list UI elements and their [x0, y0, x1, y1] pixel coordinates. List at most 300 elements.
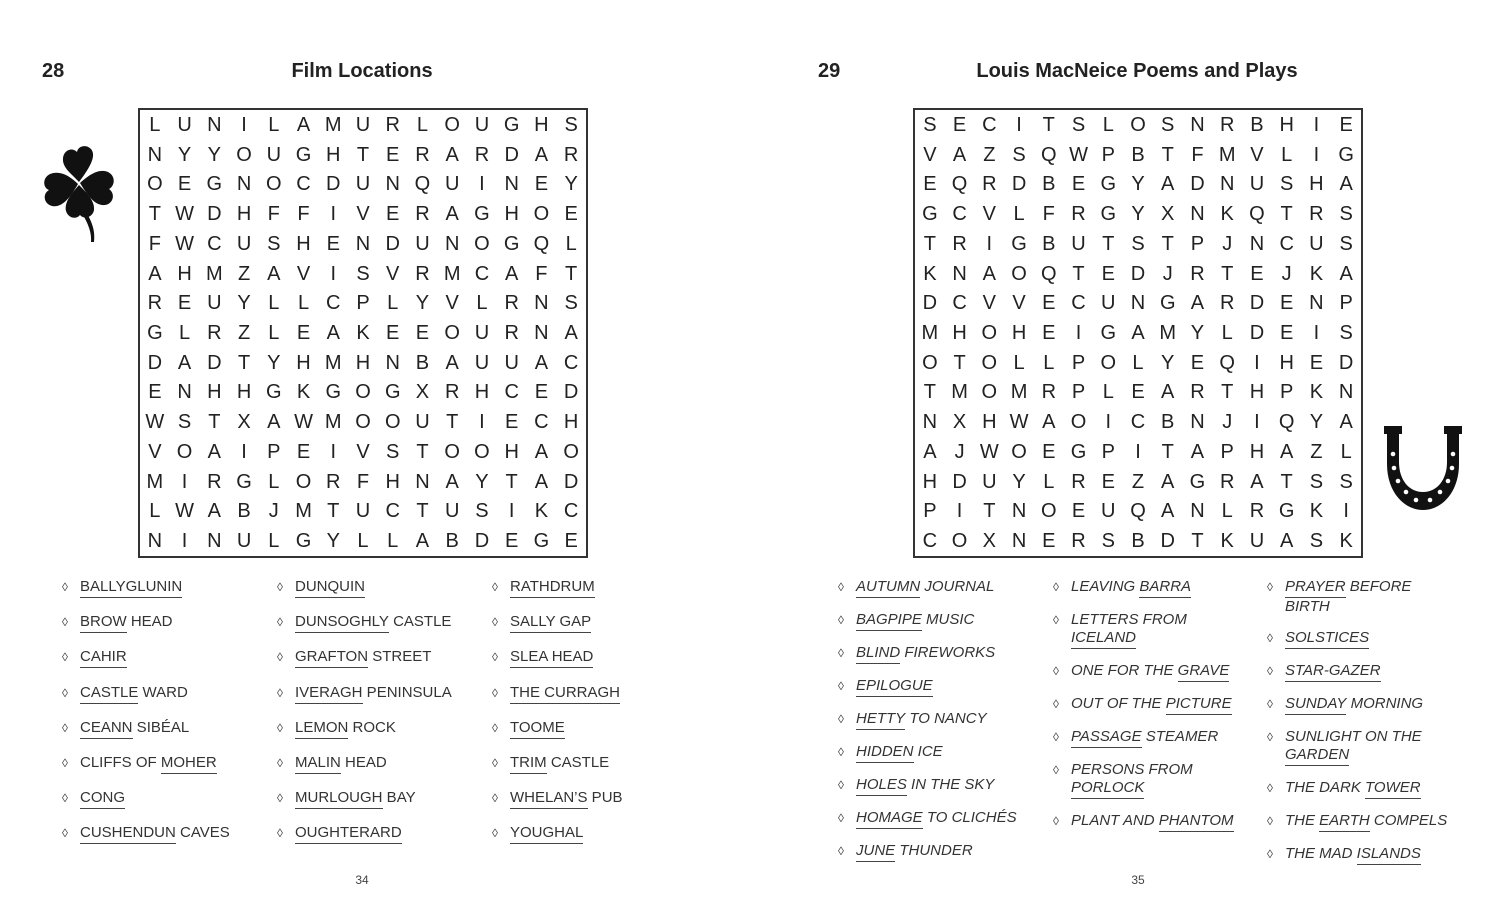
grid-letter: S [267, 232, 281, 255]
grid-letter: K [1309, 500, 1324, 523]
grid-letter: P [1190, 232, 1205, 255]
grid-letter: H [326, 143, 341, 166]
grid-letter: G [1070, 440, 1087, 463]
word-text [1285, 812, 1447, 832]
grid-letter: T [923, 232, 936, 255]
word-list-item [838, 710, 1053, 730]
diamond-bullet-icon: ◊ [1267, 781, 1273, 795]
word-prefix: PERSONS FROM [1071, 761, 1193, 778]
grid-letter: S [1101, 530, 1115, 553]
grid-letter: H [1249, 381, 1265, 404]
grid-letter: L [1281, 143, 1293, 166]
word-suffix: PUB [587, 789, 623, 807]
word-text [1071, 662, 1229, 682]
grid-letter: A [1161, 470, 1175, 493]
highlighted-word: MALIN [295, 754, 341, 774]
grid-letter: T [1221, 262, 1234, 285]
grid-letter: N [177, 381, 192, 404]
grid-letter: E [1042, 440, 1056, 463]
grid-letter: F [297, 203, 310, 226]
grid-letter: V [148, 440, 162, 463]
grid-letter: B [1042, 232, 1056, 255]
grid-letter: T [1221, 381, 1234, 404]
grid-letter: P [1071, 381, 1086, 404]
grid-letter: S [1309, 470, 1324, 493]
grid-letter: D [563, 470, 579, 493]
grid-letter: O [951, 530, 968, 553]
grid-letter: B [1131, 143, 1145, 166]
grid-letter: X [415, 381, 430, 404]
word-list-item [1053, 611, 1267, 649]
word-list-item [62, 578, 277, 613]
grid-letter: L [387, 530, 399, 553]
puzzle-number: 28 [42, 60, 65, 82]
highlighted-word: JUNE [856, 842, 895, 862]
grid-letter: R [563, 143, 579, 166]
grid-letter: S [475, 500, 489, 523]
grid-letter: G [1100, 321, 1117, 344]
grid-letter: M [205, 262, 223, 285]
grid-letter: O [563, 440, 579, 463]
word-list-item [492, 648, 707, 683]
diamond-bullet-icon: ◊ [277, 615, 283, 630]
highlighted-word: DUNSOGHLY [295, 613, 389, 633]
word-text [295, 684, 452, 704]
grid-letter: C [922, 530, 938, 553]
grid-letter: E [504, 530, 519, 553]
grid-letter: N [207, 530, 222, 553]
grid-letter: L [1102, 113, 1114, 136]
grid-letter: Q [414, 173, 431, 196]
grid-letter: W [979, 440, 999, 463]
grid-letter: U [1101, 292, 1116, 315]
grid-letter: I [330, 262, 337, 285]
grid-letter: F [356, 470, 370, 493]
grid-letter: P [267, 440, 281, 463]
grid-letter: O [266, 173, 282, 196]
grid-letter: R [1219, 113, 1235, 136]
word-prefix: CLIFFS OF [80, 753, 161, 771]
grid-letter: A [1339, 411, 1353, 434]
grid-letter: Y [475, 470, 489, 493]
grid-letter: J [1222, 411, 1233, 434]
word-prefix: THE [1285, 812, 1320, 829]
word-text [510, 578, 595, 598]
grid-letter: A [445, 203, 459, 226]
highlighted-word: CASTLE [80, 684, 138, 704]
grid-letter: N [1309, 292, 1324, 315]
grid-letter: Y [1131, 203, 1145, 226]
grid-letter: G [1189, 470, 1206, 493]
grid-letter: Y [1309, 411, 1324, 434]
highlighted-word: THE CURRAGH [510, 684, 620, 704]
grid-letter: I [1254, 351, 1260, 374]
word-suffix: TO CLICHÉS [922, 809, 1017, 826]
grid-letter: P [1101, 440, 1115, 463]
grid-letter: E [1042, 292, 1056, 315]
diamond-bullet-icon: ◊ [62, 580, 68, 594]
grid-letter: K [1220, 530, 1234, 553]
grid-letter: G [1011, 232, 1027, 255]
word-prefix: LEAVING [1071, 578, 1140, 595]
grid-letter: D [922, 292, 938, 315]
grid-letter: U [355, 113, 371, 136]
grid-letter: D [474, 530, 490, 553]
grid-letter: I [1075, 321, 1082, 344]
grid-letter: T [1280, 203, 1293, 226]
grid-letter: Z [1310, 440, 1323, 463]
word-text [510, 824, 583, 844]
grid-letter: M [324, 411, 342, 434]
grid-letter: I [1343, 500, 1349, 523]
word-list-item [838, 776, 1053, 796]
word-suffix: IN THE SKY [906, 776, 995, 793]
word-text [856, 644, 995, 664]
diamond-bullet-icon: ◊ [1053, 814, 1059, 828]
grid-letter: F [148, 232, 161, 255]
highlighted-word: SUNDAY [1285, 695, 1346, 715]
grid-letter: K [1339, 530, 1353, 553]
grid-letter: S [177, 411, 192, 434]
grid-letter: W [1069, 143, 1088, 166]
word-text [80, 684, 188, 704]
diamond-bullet-icon: ◊ [838, 580, 844, 594]
grid-letter: A [415, 530, 430, 553]
grid-letter: E [564, 530, 578, 553]
word-suffix: THUNDER [895, 842, 973, 859]
diamond-bullet-icon: ◊ [1267, 730, 1273, 744]
grid-letter: S [1279, 173, 1294, 196]
word-column [492, 578, 707, 860]
grid-letter: N [147, 143, 163, 166]
grid-letter: W [175, 500, 195, 523]
diamond-bullet-icon: ◊ [492, 720, 498, 735]
word-text [856, 710, 987, 730]
highlighted-word: PRAYER [1285, 578, 1346, 598]
grid-letter: R [415, 262, 430, 285]
word-list-item [838, 743, 1053, 763]
grid-letter: E [326, 232, 340, 255]
grid-letter: O [1100, 351, 1117, 374]
grid-letter: P [1220, 440, 1234, 463]
word-list-item [277, 613, 492, 648]
grid-letter: S [1161, 113, 1175, 136]
grid-letter: C [563, 351, 579, 374]
grid-letter: H [952, 321, 967, 344]
grid-letter: E [177, 292, 192, 315]
grid-letter: O [1011, 262, 1027, 285]
grid-letter: G [474, 203, 490, 226]
grid-letter: M [921, 321, 939, 344]
grid-letter: E [296, 321, 311, 344]
grid-letter: E [415, 321, 430, 344]
grid-letter: M [324, 113, 342, 136]
grid-letter: U [355, 173, 371, 196]
page-number: 34 [355, 873, 369, 887]
grid-letter: G [1159, 292, 1176, 315]
grid-letter: S [564, 292, 578, 315]
grid-letter: L [416, 113, 429, 136]
word-suffix: STEAMER [1141, 728, 1219, 745]
grid-letter: T [237, 351, 251, 374]
word-list-item [1053, 761, 1267, 799]
grid-letter: R [952, 232, 967, 255]
grid-letter: R [1219, 470, 1235, 493]
grid-letter: U [1071, 232, 1086, 255]
grid-letter: R [1190, 262, 1205, 285]
grid-letter: O [147, 173, 163, 196]
grid-letter: S [1012, 143, 1026, 166]
grid-letter: E [1309, 351, 1324, 374]
grid-letter: E [1042, 530, 1056, 553]
grid-letter: N [444, 232, 460, 255]
word-list-item [1053, 695, 1267, 715]
word-list-item [62, 613, 277, 648]
grid-letter: O [981, 351, 998, 374]
grid-letter: X [1161, 203, 1175, 226]
word-search-grid [138, 108, 588, 558]
word-suffix: TO NANCY [905, 710, 987, 727]
grid-letter: Q [1041, 262, 1057, 285]
grid-letter: I [956, 500, 963, 523]
word-text [80, 824, 230, 844]
word-text [856, 578, 994, 598]
grid-letter: A [207, 500, 221, 523]
highlighted-word: GARDEN [1285, 746, 1349, 766]
grid-letter: K [923, 262, 937, 285]
diamond-bullet-icon: ◊ [277, 650, 283, 665]
grid-letter: D [1249, 321, 1265, 344]
grid-letter: U [474, 351, 490, 374]
word-list-item [1053, 812, 1267, 832]
word-list-item [492, 789, 707, 824]
diamond-bullet-icon: ◊ [1053, 580, 1059, 594]
highlighted-word: DUNQUIN [295, 578, 365, 598]
word-text [1071, 761, 1193, 799]
grid-letter: T [1161, 232, 1174, 255]
grid-letter: T [327, 500, 340, 523]
grid-letter: O [355, 381, 371, 404]
diamond-bullet-icon: ◊ [1267, 580, 1273, 594]
word-text [1071, 695, 1232, 715]
word-text [295, 613, 451, 633]
grid-letter: I [181, 470, 188, 493]
diamond-bullet-icon: ◊ [492, 791, 498, 806]
grid-letter: U [444, 500, 460, 523]
grid-letter: A [267, 411, 281, 434]
grid-letter: B [445, 530, 459, 553]
word-suffix: STREET [368, 648, 432, 666]
word-list-item [1053, 728, 1267, 748]
grid-letter: N [1190, 411, 1205, 434]
grid-letter: H [355, 351, 371, 374]
grid-letter: M [324, 351, 342, 374]
grid-letter: C [1130, 411, 1146, 434]
word-suffix: ROCK [348, 718, 396, 736]
word-column [1267, 578, 1457, 878]
grid-letter: G [922, 203, 938, 226]
word-list-item [1267, 728, 1457, 766]
grid-letter: U [177, 113, 192, 136]
grid-letter: X [982, 530, 996, 553]
word-prefix: OUT OF THE [1071, 695, 1166, 712]
grid-letter: Z [237, 321, 251, 344]
grid-letter: E [1339, 113, 1353, 136]
grid-letter: T [1102, 232, 1115, 255]
grid-letter: A [1161, 173, 1175, 196]
word-list-item [277, 684, 492, 719]
grid-letter: G [503, 232, 520, 255]
grid-letter: N [385, 173, 400, 196]
word-suffix: BEFORE [1345, 578, 1412, 595]
grid-letter: C [982, 113, 997, 136]
grid-letter: A [177, 351, 192, 374]
grid-letter: B [1131, 530, 1145, 553]
grid-letter: G [384, 381, 401, 404]
grid-letter: V [356, 440, 370, 463]
grid-letter: F [1042, 203, 1055, 226]
grid-letter: R [326, 470, 341, 493]
grid-letter: U [982, 470, 997, 493]
highlighted-word: TRIM [510, 754, 547, 774]
word-list-item [62, 789, 277, 824]
grid-letter: A [1190, 292, 1205, 315]
diamond-bullet-icon: ◊ [62, 615, 68, 630]
grid-letter: O [981, 321, 998, 344]
grid-letter: I [1135, 440, 1141, 463]
grid-letter: S [564, 113, 578, 136]
diamond-bullet-icon: ◊ [838, 613, 844, 627]
grid-letter: C [534, 411, 549, 434]
puzzle-title: Film Locations [291, 60, 433, 82]
diamond-bullet-icon: ◊ [1267, 631, 1273, 645]
grid-letter: S [386, 440, 400, 463]
word-column [838, 578, 1053, 878]
highlighted-word: SALLY GAP [510, 613, 591, 633]
grid-letter: E [1250, 262, 1264, 285]
grid-letter: A [207, 440, 221, 463]
diamond-bullet-icon: ◊ [492, 755, 498, 770]
grid-letter: U [474, 113, 490, 136]
grid-letter: O [176, 440, 193, 463]
word-suffix: CASTLE [388, 613, 452, 631]
grid-letter: A [296, 113, 311, 136]
grid-letter: Q [1249, 203, 1265, 226]
grid-letter: H [177, 262, 192, 285]
highlighted-word: CAHIR [80, 648, 127, 668]
grid-letter: N [207, 113, 222, 136]
word-list-item [62, 719, 277, 754]
word-suffix: HEAD [340, 753, 387, 771]
word-suffix: CAVES [175, 824, 230, 842]
word-text [510, 789, 623, 809]
word-text [295, 719, 396, 739]
grid-letter: H [296, 351, 311, 374]
grid-letter: C [474, 262, 490, 285]
grid-letter: I [1313, 143, 1320, 166]
diamond-bullet-icon: ◊ [492, 826, 498, 841]
highlighted-word: RATHDRUM [510, 578, 595, 598]
highlighted-word: BARRA [1139, 578, 1191, 598]
grid-letter: S [1309, 530, 1324, 553]
highlighted-word: MURLOUGH [295, 789, 383, 809]
grid-letter: U [266, 143, 282, 166]
grid-letter: Q [533, 232, 550, 255]
grid-letter: A [982, 262, 996, 285]
grid-letter: T [953, 351, 966, 374]
grid-letter: H [236, 381, 252, 404]
grid-letter: C [207, 232, 222, 255]
diamond-bullet-icon: ◊ [62, 826, 68, 841]
grid-letter: Y [1131, 173, 1145, 196]
grid-letter: U [236, 530, 252, 553]
grid-letter: L [268, 292, 280, 315]
grid-letter: C [296, 173, 311, 196]
grid-letter: T [208, 411, 221, 434]
grid-letter: O [444, 321, 460, 344]
grid-letter: B [1250, 113, 1264, 136]
grid-letter: O [533, 203, 550, 226]
word-list-item [1053, 578, 1267, 598]
word-suffix: PENINSULA [362, 683, 452, 701]
grid-letter: I [1105, 411, 1112, 434]
grid-letter: R [444, 381, 460, 404]
diamond-bullet-icon: ◊ [62, 720, 68, 735]
word-list-item [1267, 812, 1457, 832]
highlighted-word: MOHER [161, 754, 217, 774]
word-list [838, 578, 1457, 878]
word-prefix: SUNLIGHT ON THE [1285, 728, 1422, 745]
grid-letter: H [296, 232, 311, 255]
diamond-bullet-icon: ◊ [838, 745, 844, 759]
word-text [856, 743, 943, 763]
grid-letter: E [1101, 470, 1115, 493]
grid-letter: H [207, 381, 222, 404]
four-leaf-clover-icon [36, 138, 122, 246]
grid-letter: M [951, 381, 968, 404]
word-column [62, 578, 277, 860]
word-text [295, 789, 416, 809]
grid-letter: A [534, 470, 549, 493]
grid-letter: I [479, 411, 485, 434]
highlighted-word: EPILOGUE [856, 677, 933, 697]
grid-letter: D [147, 351, 163, 374]
grid-letter: K [1309, 381, 1324, 404]
word-text [510, 613, 591, 633]
grid-letter: J [954, 440, 965, 463]
grid-letter: N [385, 351, 400, 374]
grid-letter: C [504, 381, 519, 404]
grid-letter: A [267, 262, 281, 285]
grid-letter: G [236, 470, 252, 493]
grid-letter: C [385, 500, 400, 523]
highlighted-word: PHANTOM [1159, 812, 1234, 832]
grid-letter: L [476, 292, 488, 315]
grid-letter: G [325, 381, 342, 404]
highlighted-word: BALLYGLUNIN [80, 578, 182, 598]
grid-letter: S [1071, 113, 1086, 136]
word-text [1285, 728, 1422, 766]
grid-letter: K [1220, 203, 1234, 226]
grid-letter: A [1131, 321, 1145, 344]
grid-letter: G [533, 530, 550, 553]
grid-letter: X [952, 411, 967, 434]
grid-letter: U [415, 411, 430, 434]
grid-letter: Y [1161, 351, 1175, 374]
grid-letter: C [563, 500, 579, 523]
grid-letter: A [534, 143, 549, 166]
grid-letter: U [1101, 500, 1116, 523]
